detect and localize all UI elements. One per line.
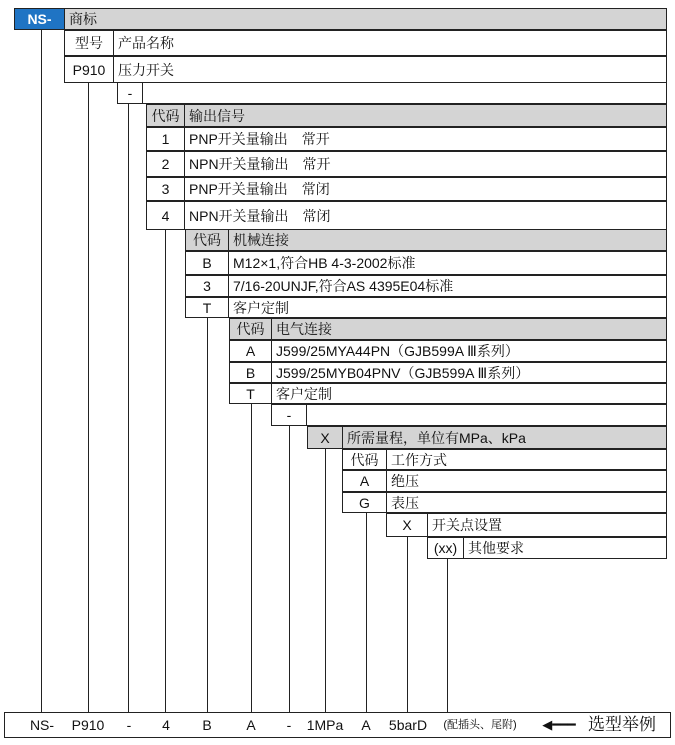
connector-mode xyxy=(366,513,367,712)
switch-point-label: 开关点设置 xyxy=(427,513,667,537)
electrical-label: J599/25MYA44PN（GJB599A Ⅲ系列） xyxy=(271,340,667,362)
brand-prefix: NS- xyxy=(14,8,65,30)
mechanical-code: 3 xyxy=(185,275,229,297)
dash-row-2 xyxy=(306,404,667,426)
example-value: P910 xyxy=(71,717,105,733)
example-value: 1MPa xyxy=(306,717,344,733)
connector-range xyxy=(325,449,326,712)
model-code: P910 xyxy=(64,56,114,83)
electrical-label: 客户定制 xyxy=(271,383,667,404)
output-code: 1 xyxy=(146,127,185,151)
mode-label: 表压 xyxy=(386,492,667,513)
connector-brand xyxy=(41,30,42,712)
brand-header: 商标 xyxy=(64,8,667,30)
connector-output xyxy=(165,229,166,712)
dash-row-1 xyxy=(142,82,667,104)
output-label: PNP开关量输出 常开 xyxy=(184,127,667,151)
example-note: (配插头、尾附) xyxy=(443,719,517,731)
model-name: 压力开关 xyxy=(113,56,667,83)
mode-code: A xyxy=(342,470,387,492)
example-value: B xyxy=(202,717,212,733)
example-value: A xyxy=(246,717,256,733)
output-code: 2 xyxy=(146,151,185,177)
electrical-header-code: 代码 xyxy=(229,318,272,340)
mechanical-label: 7/16-20UNJF,符合AS 4395E04标准 xyxy=(228,275,667,297)
switch-point-code: X xyxy=(386,513,428,537)
example-label: 选型举例 xyxy=(588,715,656,734)
range-code: X xyxy=(307,426,343,449)
mechanical-label: M12×1,符合HB 4-3-2002标准 xyxy=(228,251,667,275)
output-label: NPN开关量输出 常开 xyxy=(184,151,667,177)
mechanical-header-name: 机械连接 xyxy=(228,229,667,251)
model-header-code: 型号 xyxy=(64,30,114,56)
mechanical-header-code: 代码 xyxy=(185,229,229,251)
output-header-name: 输出信号 xyxy=(184,104,667,127)
output-code: 3 xyxy=(146,177,185,201)
dash-separator-1: - xyxy=(117,82,143,104)
example-value: 5barD xyxy=(388,717,428,733)
range-label: 所需量程，单位有MPa、kPa xyxy=(342,426,667,449)
connector-electrical xyxy=(251,404,252,712)
connector-switch xyxy=(407,537,408,712)
mode-code: G xyxy=(342,492,387,513)
other-label: 其他要求 xyxy=(463,537,667,559)
output-code: 4 xyxy=(146,201,185,230)
model-header-name: 产品名称 xyxy=(113,30,667,56)
connector-other xyxy=(447,559,448,712)
example-value: A xyxy=(361,717,371,733)
electrical-header-name: 电气连接 xyxy=(271,318,667,340)
mode-header-name: 工作方式 xyxy=(386,449,667,470)
dash-separator-2: - xyxy=(271,404,307,426)
mechanical-label: 客户定制 xyxy=(228,297,667,318)
output-header-code: 代码 xyxy=(146,104,185,127)
connector-model xyxy=(88,82,89,712)
connector-mechanical xyxy=(207,318,208,712)
mode-header-code: 代码 xyxy=(342,449,387,470)
connector-dash2 xyxy=(289,426,290,712)
connector-dash1 xyxy=(128,104,129,712)
other-code: (xx) xyxy=(427,537,464,559)
output-label: PNP开关量输出 常闭 xyxy=(184,177,667,201)
example-value: - xyxy=(286,717,292,733)
electrical-label: J599/25MYB04PNV（GJB599A Ⅲ系列） xyxy=(271,362,667,383)
mechanical-code: B xyxy=(185,251,229,275)
electrical-code: B xyxy=(229,362,272,383)
electrical-code: T xyxy=(229,383,272,404)
arrow-left-icon: ◀━━━ xyxy=(542,717,576,732)
example-value: - xyxy=(126,717,132,733)
example-value: 4 xyxy=(162,717,170,733)
example-value: NS- xyxy=(29,717,55,733)
output-label: NPN开关量输出 常闭 xyxy=(184,201,667,230)
mechanical-code: T xyxy=(185,297,229,318)
mode-label: 绝压 xyxy=(386,470,667,492)
electrical-code: A xyxy=(229,340,272,362)
